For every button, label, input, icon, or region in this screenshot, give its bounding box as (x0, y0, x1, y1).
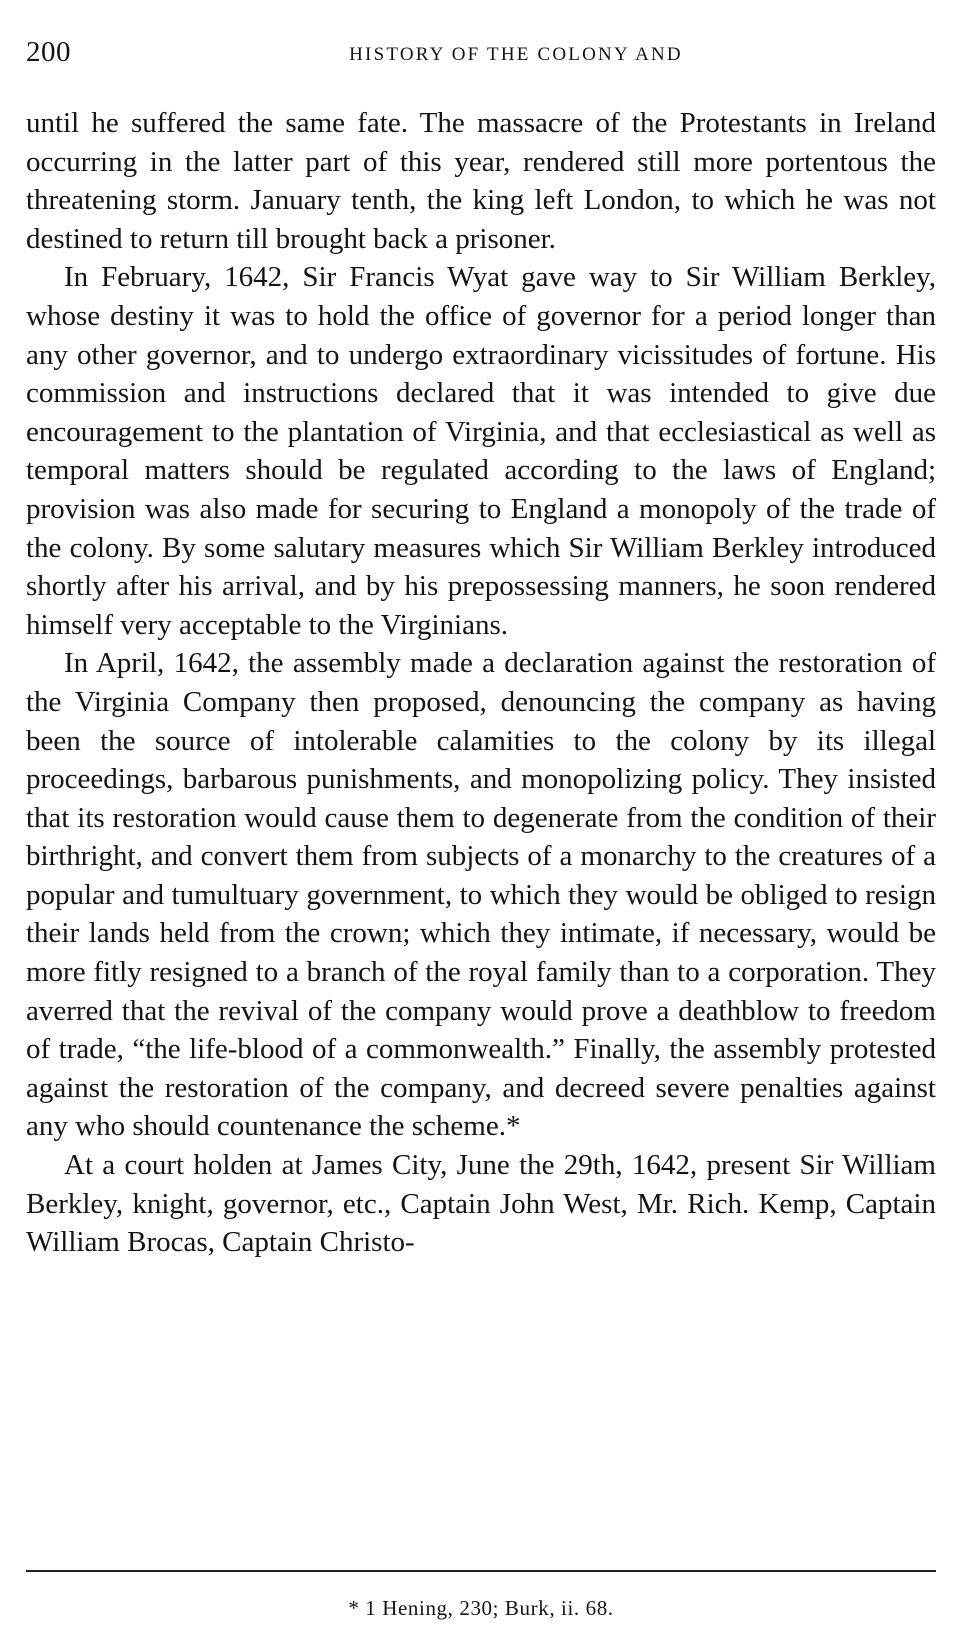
body-text (26, 104, 936, 1262)
footnote-divider (26, 1570, 936, 1572)
book-page (26, 32, 936, 1632)
paragraph-3: In April, 1642, the assembly made a declaration against the restoration of the Virginia Company then proposed, denouncing the company as having been the source of intolerable calamities to the colony by its illegal proceedings, barbarous punishments, and monopolizing policy. They insisted that its restoration would cause them to degenerate from the condition of their birthright, and convert them from subjects of a monarchy to the creatures of a popular and tumultuary government, to which they would be obliged to resign their lands held from the crown; which they intimate, if necessary, would be more fitly resigned to a branch of the royal family than to a corporation. They averred that the revival of the company would prove a deathblow to freedom of trade, “the life-blood of a commonwealth.” Finally, the assembly protested against the restoration of the company, and decreed severe penalties against any who should countenance the scheme.* (26, 647, 936, 1143)
paragraph-2: In February, 1642, Sir Francis Wyat gave way to Sir William Berkley, whose destiny it was to hold the office of governor for a period longer than any other governor, and to undergo extraordinary vicissitudes of fortune. His commission and instructions declared that it was intended to give due encouragement to the plantation of Virginia, and that ecclesiastical as well as temporal matters should be regulated according to the laws of England; provision was also made for securing to England a monopoly of the trade of the colony. By some salutary measures which Sir William Berkley introduced shortly after his arrival, and by his prepossessing manners, he soon rendered himself very acceptable to the Virginians. (26, 261, 936, 641)
paragraph-4: At a court holden at James City, June the 29th, 1642, present Sir William Berkley, knight, governor, etc., Captain John West, Mr. Rich. Kemp, Captain William Brocas, Captain Christo- (26, 1149, 936, 1259)
paragraph-1: until he suffered the same fate. The massacre of the Protestants in Ireland occurring in the latter part of this year, rendered still more portentous the threatening storm. January tenth, the king left London, to which he was not destined to return till brought back a prisoner. (26, 107, 936, 255)
page-header (26, 32, 936, 72)
page-number: 200 (26, 36, 71, 68)
footnote: * 1 Hening, 230; Burk, ii. 68. (348, 1596, 614, 1620)
running-title: HISTORY OF THE COLONY AND (349, 44, 683, 65)
